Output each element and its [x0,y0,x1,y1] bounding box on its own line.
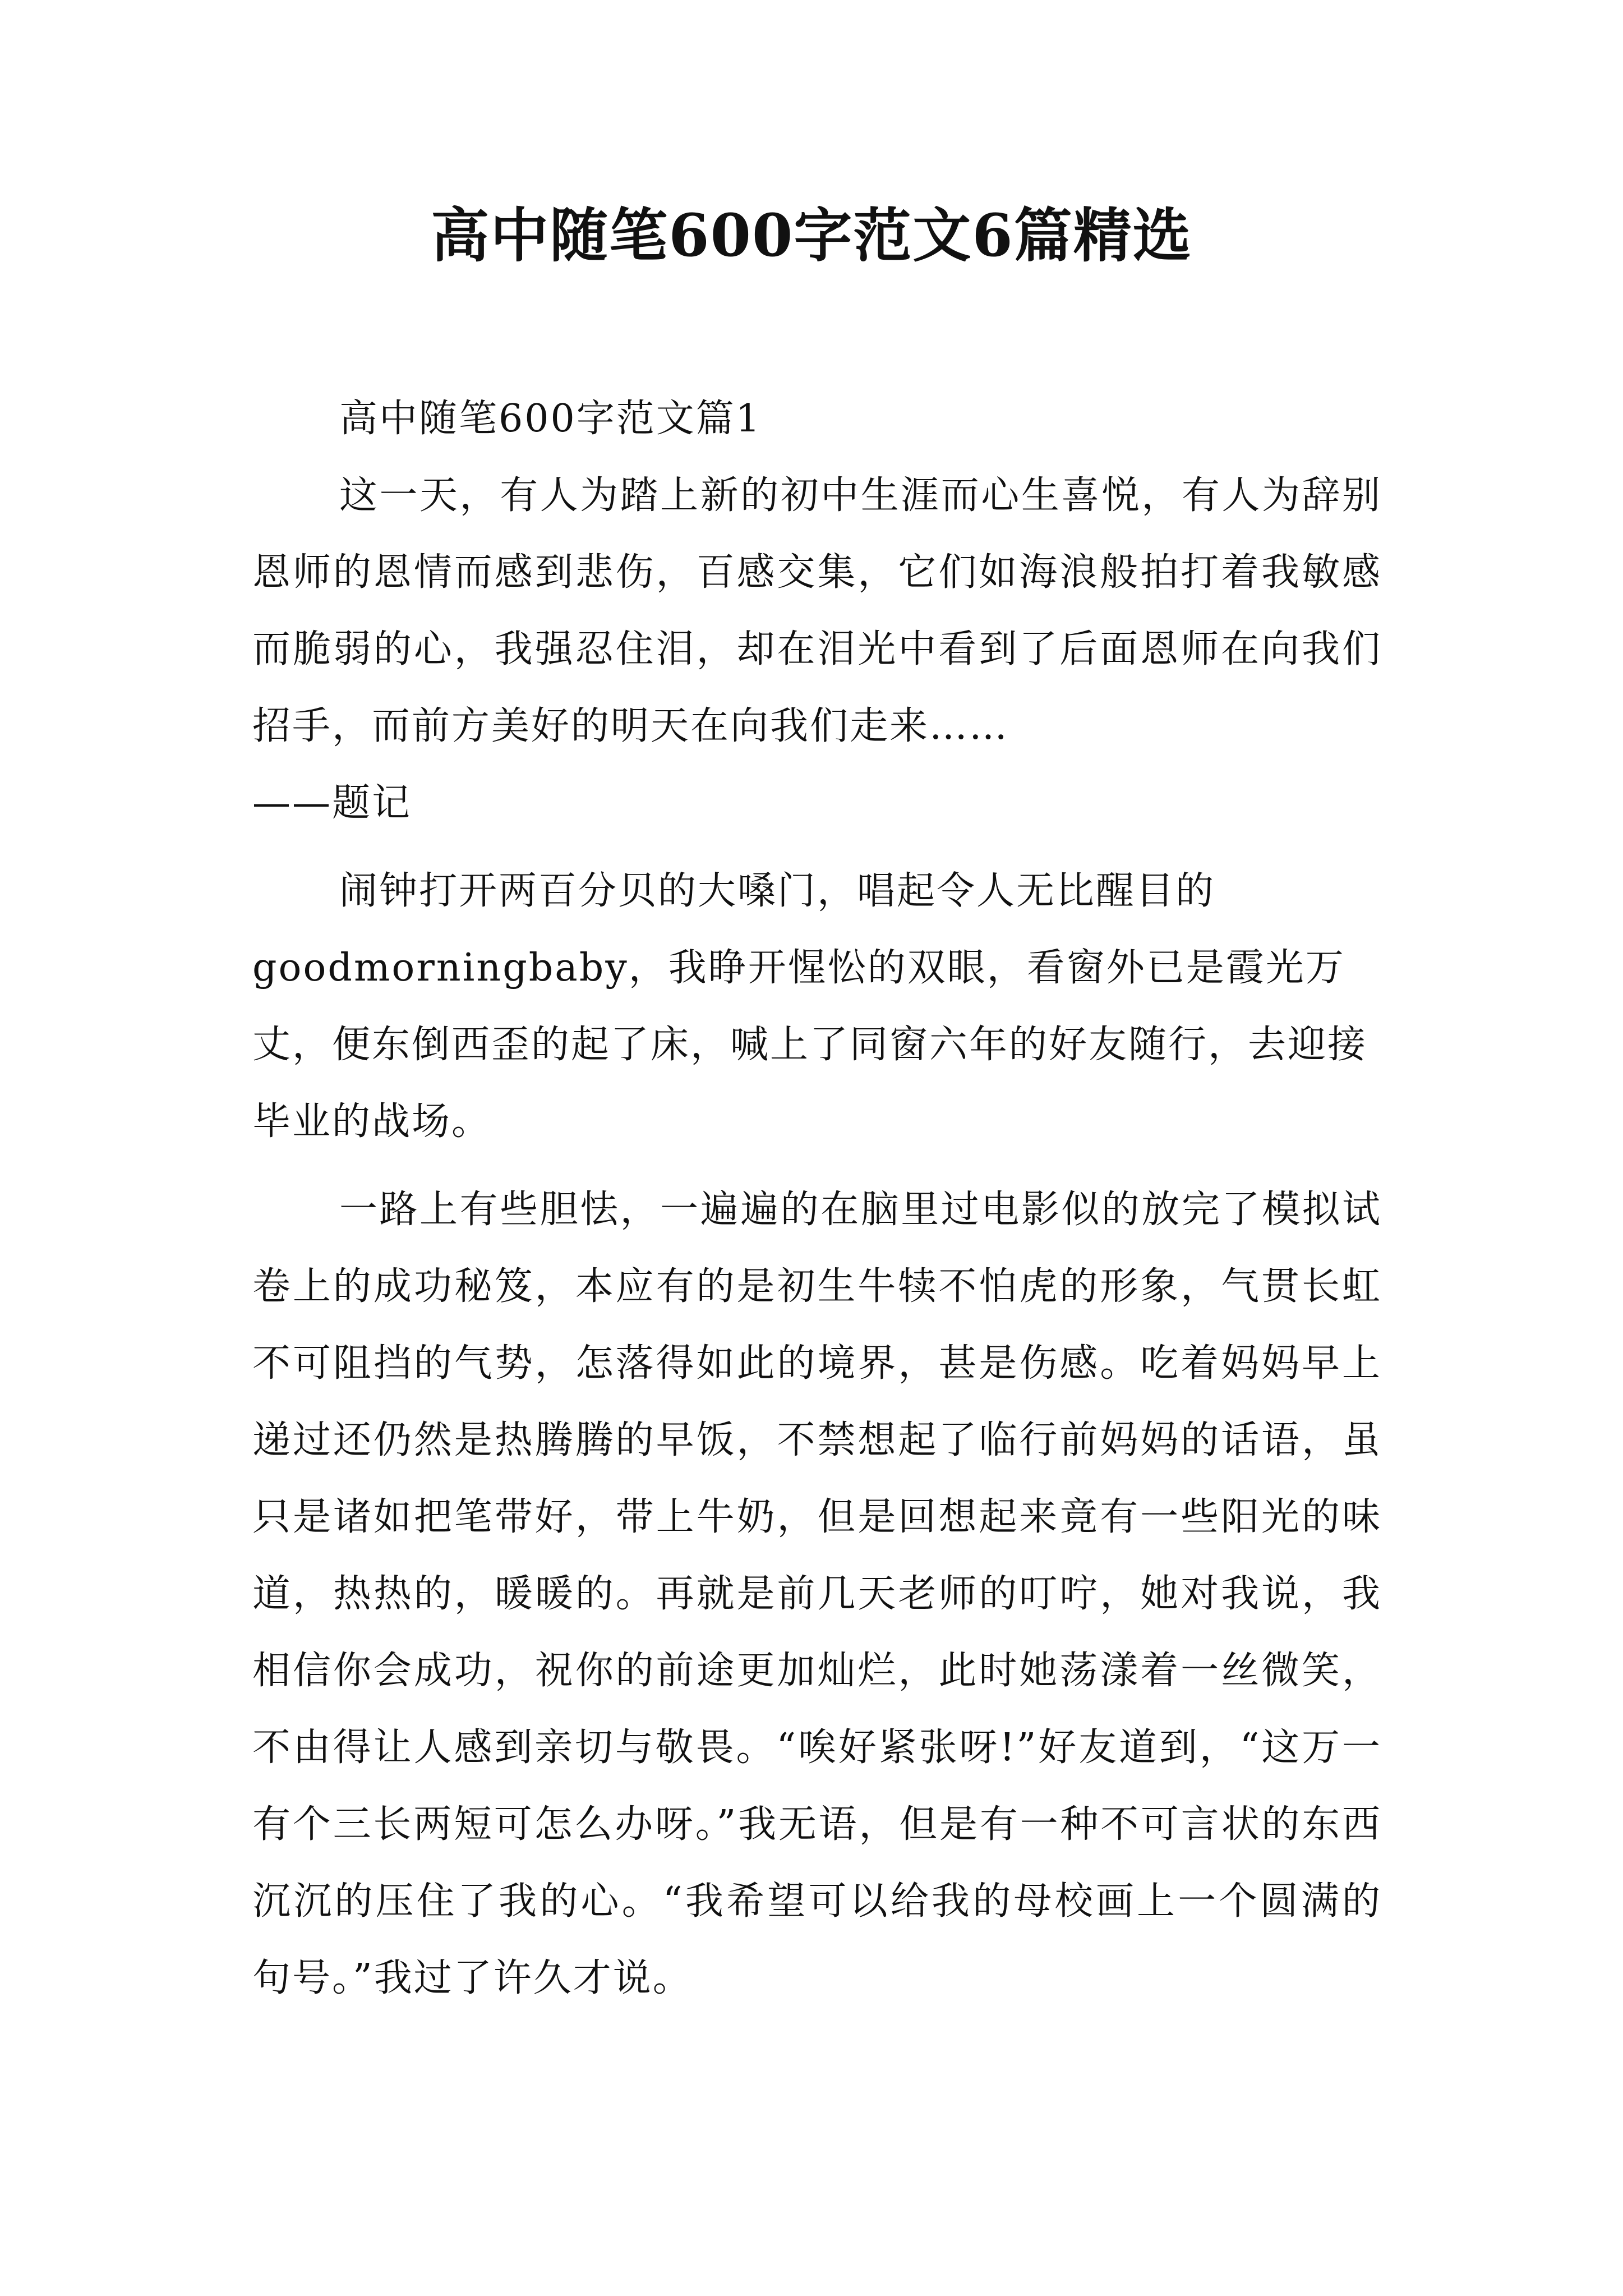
paragraph-intro: 这一天，有人为踏上新的初中生涯而心生喜悦，有人为辞别恩师的恩情而感到悲伤，百感交集，它们如海浪般拍打着我敏感而脆弱的心，我强忍住泪，却在泪光中看到了后面恩师在向我们招手，而前方美好的明天在向我们走来…… [252,473,1382,748]
paragraph-alarm: 闹钟打开两百分贝的大嗓门，唱起令人无比醒目的goodmorningbaby，我睁开惺忪的双眼，看窗外已是霞光万丈，便东倒西歪的起了床，喊上了同窗六年的好友随行，去迎接毕业的战场。 [252,869,1368,1144]
document-title: 高中随笔600字范文6篇精选 [431,201,1192,270]
document-body [252,380,1382,2017]
paragraph-road: 一路上有些胆怯，一遍遍的在脑里过电影似的放完了模拟试卷上的成功秘笈，本应有的是初生牛犊不怕虎的形象，气贯长虹不可阻挡的气势，怎落得如此的境界，甚是伤感。吃着妈妈早上递过还仍然是热腾腾的早饭，不禁想起了临行前妈妈的话语，虽只是诸如把笔带好，带上牛奶，但是回想起来竟有一些阳光的味道，热热的，暖暖的。再就是前几天老师的叮咛，她对我说，我相信你会成功，祝你的前途更加灿烂，此时她荡漾着一丝微笑，不由得让人感到亲切与敬畏。“唉好紧张呀!”好友道到，“这万一有个三长两短可怎么办呀。”我无语，但是有一种不可言状的东西沉沉的压住了我的心。“我希望可以给我的母校画上一个圆满的句号。”我过了许久才说。 [252,1188,1382,2000]
paragraph-signature: ——题记 [252,781,412,825]
section-heading: 高中随笔600字范文篇1 [339,397,762,441]
